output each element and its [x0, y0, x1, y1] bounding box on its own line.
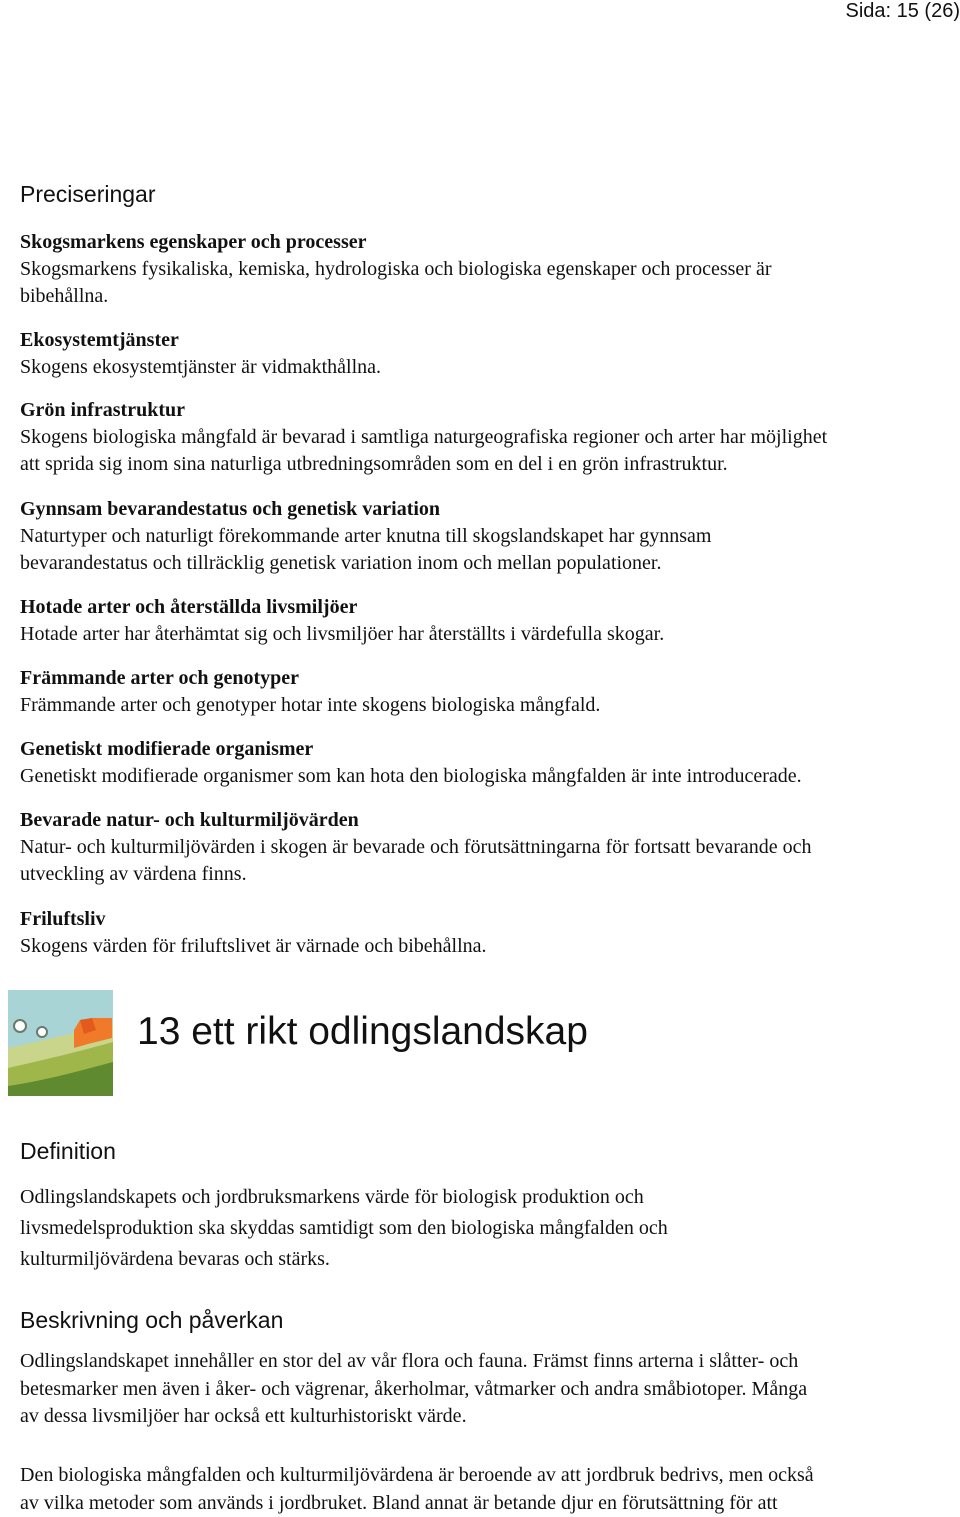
precisering-title: Bevarade natur- och kulturmiljövärden — [20, 809, 359, 831]
precisering-item — [20, 665, 955, 719]
precisering-text-line: Genetiskt modifierade organismer som kan hota den biologiska mångfalden är inte introducerade. — [20, 765, 802, 787]
precisering-item — [20, 397, 955, 478]
definition-line: kulturmiljövärdena bevaras och stärks. — [20, 1248, 330, 1270]
definition-line: livsmedelsproduktion ska skyddas samtidigt som den biologiska mångfalden och — [20, 1217, 668, 1239]
chapter-title: 13 ett rikt odlingslandskap — [137, 1010, 588, 1053]
definition-text — [20, 1182, 955, 1275]
precisering-item — [20, 229, 955, 310]
precisering-text-line: Skogsmarkens fysikaliska, kemiska, hydrologiska och biologiska egenskaper och processer är — [20, 258, 772, 280]
definition-line: Odlingslandskapets och jordbruksmarkens värde för biologisk produktion och — [20, 1186, 644, 1208]
beskrivning-paragraph-2 — [20, 1461, 955, 1517]
beskrivning-line: av vilka metoder som används i jordbruket. Bland annat är betande djur en förutsättning för att — [20, 1492, 778, 1514]
beskrivning-line: Den biologiska mångfalden och kulturmiljövärdena är beroende av att jordbruk bedrivs, men också — [20, 1464, 814, 1486]
precisering-text-line: Hotade arter har återhämtat sig och livsmiljöer har återställts i värdefulla skogar. — [20, 623, 665, 645]
landscape-icon — [8, 990, 113, 1096]
precisering-title: Främmande arter och genotyper — [20, 667, 300, 689]
precisering-title: Ekosystemtjänster — [20, 329, 179, 351]
precisering-text-line: bibehållna. — [20, 285, 109, 307]
precisering-text-line: Skogens biologiska mångfald är bevarad i samtliga naturgeografiska regioner och arter har möjlighet — [20, 426, 828, 448]
preciseringar-heading: Preciseringar — [20, 181, 156, 207]
precisering-title: Hotade arter och återställda livsmiljöer — [20, 596, 358, 618]
precisering-item — [20, 496, 955, 577]
icon-ball-2 — [37, 1027, 47, 1037]
beskrivning-line: av dessa livsmiljöer har också ett kulturhistoriskt värde. — [20, 1405, 467, 1427]
beskrivning-paragraph-1 — [20, 1348, 955, 1431]
precisering-text-line: Främmande arter och genotyper hotar inte skogens biologiska mångfald. — [20, 694, 601, 716]
precisering-text-line: Naturtyper och naturligt förekommande arter knutna till skogslandskapet har gynnsam — [20, 525, 712, 547]
precisering-title: Friluftsliv — [20, 908, 106, 930]
precisering-item — [20, 906, 955, 960]
precisering-text-line: Skogens värden för friluftslivet är värnade och bibehållna. — [20, 935, 487, 957]
beskrivning-heading: Beskrivning och påverkan — [20, 1307, 284, 1333]
precisering-title: Gynnsam bevarandestatus och genetisk variation — [20, 498, 441, 520]
precisering-item — [20, 736, 955, 790]
precisering-text-line: att sprida sig inom sina naturliga utbredningsområden som en del i en grön infrastruktur. — [20, 453, 728, 475]
precisering-title: Grön infrastruktur — [20, 399, 185, 421]
precisering-item — [20, 327, 955, 381]
icon-ball-1 — [14, 1020, 26, 1032]
precisering-title: Skogsmarkens egenskaper och processer — [20, 231, 367, 253]
precisering-text-line: Natur- och kulturmiljövärden i skogen är bevarade och förutsättningarna för fortsatt bevarande och — [20, 836, 812, 858]
precisering-item — [20, 594, 955, 648]
definition-heading: Definition — [20, 1138, 116, 1164]
precisering-text-line: bevarandestatus och tillräcklig genetisk variation inom och mellan populationer. — [20, 552, 662, 574]
beskrivning-line: Odlingslandskapet innehåller en stor del av vår flora och fauna. Främst finns arterna i slåtter- och — [20, 1350, 799, 1372]
page-number: Sida: 15 (26) — [845, 0, 960, 22]
precisering-text-line: Skogens ekosystemtjänster är vidmakthållna. — [20, 356, 382, 378]
beskrivning-line: betesmarker men även i åker- och vägrenar, åkerholmar, våtmarker och andra småbiotoper. Många — [20, 1377, 808, 1400]
precisering-title: Genetiskt modifierade organismer — [20, 738, 314, 760]
precisering-item — [20, 807, 955, 888]
precisering-text-line: utveckling av värdena finns. — [20, 863, 247, 885]
